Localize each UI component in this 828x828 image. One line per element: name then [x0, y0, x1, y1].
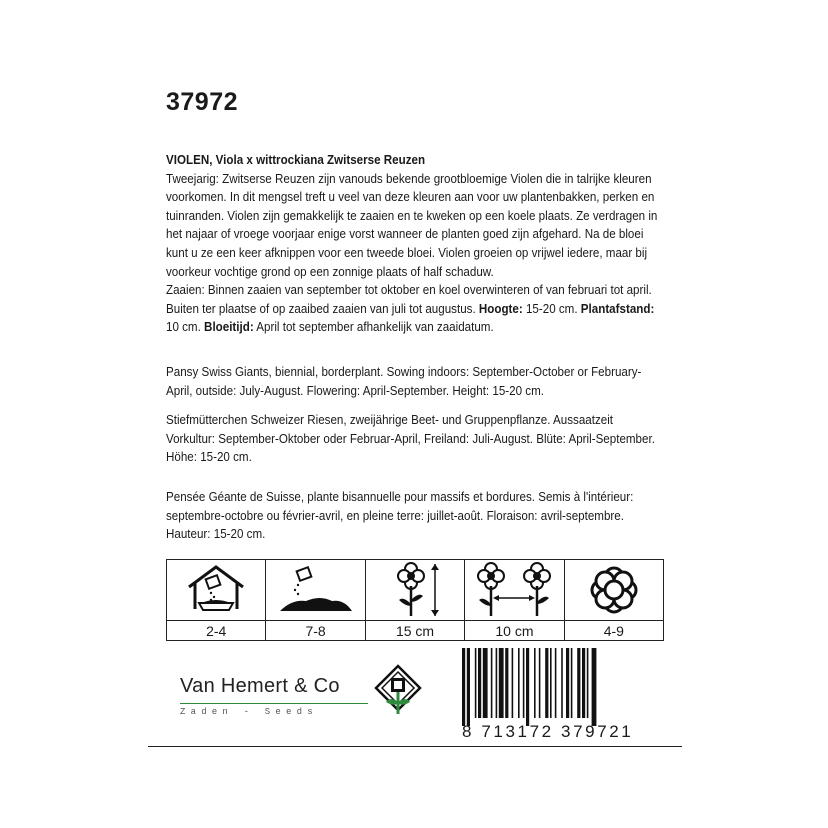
product-code: 37972	[166, 88, 239, 116]
outdoor-sowing-months: 7-8	[305, 622, 326, 639]
bloom-value: April tot september afhankelijk van zaaidatum.	[256, 319, 494, 335]
icon-cell-indoor	[167, 560, 266, 640]
english-description: Pansy Swiss Giants, biennial, borderplant. Sowing indoors: September-October or February-April, outside: July-August. Flowering: April-September. Height: 15-20 cm.	[166, 364, 642, 398]
brand-block	[180, 675, 370, 717]
plant-spacing-icon	[465, 560, 563, 621]
flowering-icon	[565, 560, 663, 621]
height-label: Hoogte:	[478, 300, 523, 316]
flowering-months: 4-9	[603, 622, 624, 639]
german-description: Stiefmütterchen Schweizer Riesen, zweijährige Beet- und Gruppenpflanze. Aussaatzeit Vorkultur: September-Oktober oder Februar-April, Freiland: Juli-August. Blüte: April-September. Höhe: 15-20 cm.	[166, 412, 655, 465]
spacing-value: 10 cm.	[166, 319, 201, 335]
plant-spacing-value: 10 cm	[495, 622, 534, 639]
barcode-digits: 8 713172 379721	[462, 722, 634, 741]
bloom-label: Bloeitijd:	[204, 319, 254, 335]
brand-underline	[180, 703, 368, 704]
spacing-label: Plantafstand:	[580, 300, 655, 316]
barcode-icon	[460, 648, 664, 726]
bottom-divider	[148, 746, 682, 747]
dutch-body: Tweejarig: Zwitserse Reuzen zijn vanouds bekende grootbloemige Violen die in talrijke kleuren voorkomen. In dit mengsel treft u veel van deze kleuren aan voor uw plantenbakken, perken en tuinranden. Violen zijn gemakkelijk te zaaien en te kweken op een koele plaats. Ze verdragen in het najaar of vroege voorjaar enige vorst wanneer de planten goed zijn afgehard. Na de bloei kunt u ze een keer afknippen voor een tweede bloei. Violen groeien op vrijwel iedere, maar bij voorkeur vochtige grond op een zonnige plaats of half schaduw.	[166, 170, 658, 279]
dutch-description	[166, 151, 663, 337]
height-value: 15-20 cm.	[525, 300, 578, 316]
plant-height-icon	[366, 560, 464, 621]
indoor-sowing-icon	[167, 560, 265, 621]
icon-cell-spacing	[465, 560, 564, 640]
brand-subtitle: Zaden - Seeds	[180, 707, 318, 717]
icon-cell-flowering	[565, 560, 663, 640]
dutch-sowing: Zaaien: Binnen zaaien van september tot oktober en koel overwinteren of van februari tot april. Buiten ter plaatse of op zaaibed zaaien van juli tot augustus.	[166, 282, 652, 316]
icon-cell-outdoor	[266, 560, 365, 640]
cultivation-icons-table	[166, 559, 664, 641]
dutch-title: VIOLEN, Viola x wittrockiana Zwitserse Reuzen	[166, 152, 426, 167]
outdoor-sowing-icon	[266, 560, 364, 621]
french-description: Pensée Géante de Suisse, plante bisannuelle pour massifs et bordures. Semis à l'intérieur: septembre-octobre ou février-avril, en pleine terre: juillet-août. Floraison: avril-septembre. Hauteur: 15-20 cm.	[166, 489, 634, 542]
plant-height-value: 15 cm	[395, 622, 435, 639]
company-logo-icon	[372, 662, 424, 725]
indoor-sowing-months: 2-4	[206, 622, 227, 639]
brand-name: Van Hemert & Co	[180, 675, 340, 697]
icon-cell-height	[366, 560, 465, 640]
